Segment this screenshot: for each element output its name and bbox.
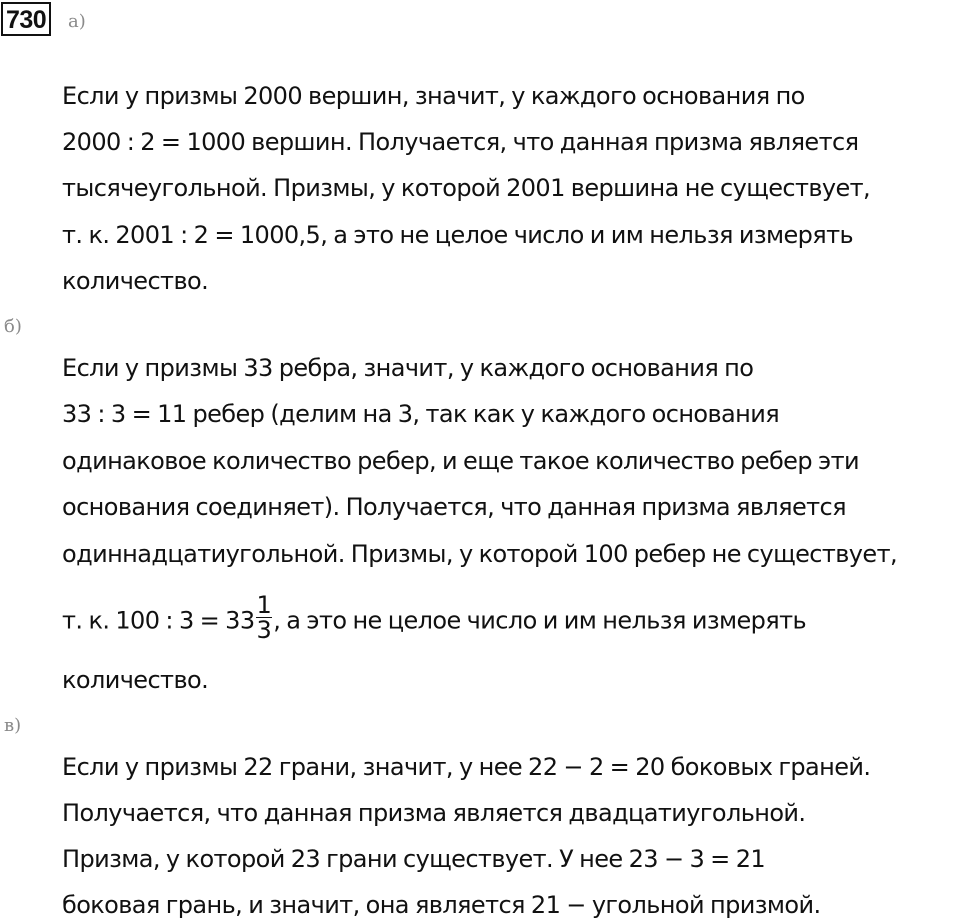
part-b-line-4: основания соединяет). Получается, что данная призма является xyxy=(62,493,846,521)
part-b-line-1: Если у призмы 33 ребра, значит, у каждого основания по xyxy=(62,354,754,382)
part-b-label: б) xyxy=(4,316,22,337)
problem-number: 730 xyxy=(1,2,51,36)
fraction-line-before: т. к. 100 : 3 = 33 xyxy=(62,606,255,635)
part-c-line-1: Если у призмы 22 грани, значит, у нее 22 − 2 = 20 боковых граней. xyxy=(62,753,871,781)
fraction-numerator: 1 xyxy=(256,591,272,619)
fraction-line-after: , а это не целое число и им нельзя измерять xyxy=(273,606,807,635)
part-a-line-2: 2000 : 2 = 1000 вершин. Получается, что данная призма является xyxy=(62,128,859,156)
part-c-line-3: Призма, у которой 23 грани существует. У нее 23 − 3 = 21 xyxy=(62,845,766,873)
part-a-line-3: тысячеугольной. Призмы, у которой 2001 вершина не существует, xyxy=(62,174,871,202)
part-b-line-3: одинаковое количество ребер, и еще такое количество ребер эти xyxy=(62,447,859,475)
fraction-denominator: 3 xyxy=(256,616,272,644)
part-a-line-4: т. к. 2001 : 2 = 1000,5, а это не целое число и им нельзя измерять xyxy=(62,221,854,249)
part-c-line-2: Получается, что данная призма является двадцатиугольной. xyxy=(62,799,806,827)
part-a-label: а) xyxy=(68,11,86,32)
part-b-fraction-line xyxy=(62,591,807,646)
fraction-one-third xyxy=(256,593,273,642)
part-b-line-5: одиннадцатиугольной. Призмы, у которой 100 ребер не существует, xyxy=(62,540,897,568)
part-c-line-4: боковая грань, и значит, она является 21 − угольной призмой. xyxy=(62,891,821,919)
part-b-line-2: 33 : 3 = 11 ребер (делим на 3, так как у каждого основания xyxy=(62,400,780,428)
part-b-line-last: количество. xyxy=(62,666,209,694)
part-a-line-1: Если у призмы 2000 вершин, значит, у каждого основания по xyxy=(62,82,805,110)
part-c-label: в) xyxy=(4,715,22,736)
part-a-line-5: количество. xyxy=(62,267,209,295)
